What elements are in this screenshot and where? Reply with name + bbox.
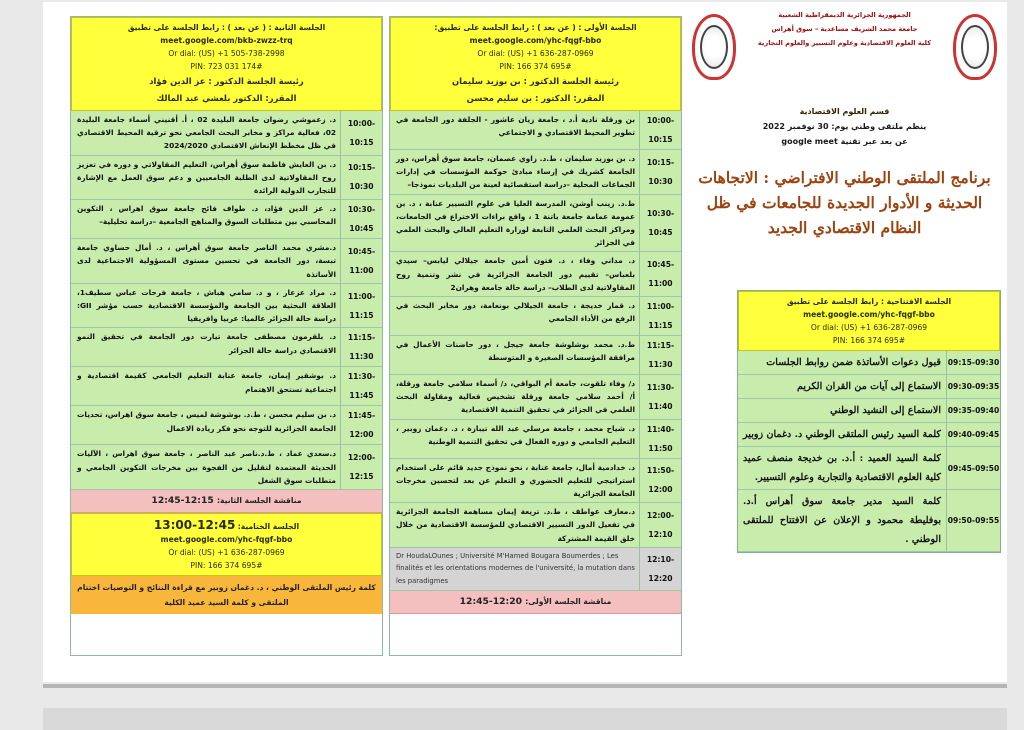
program-row (71, 156, 382, 201)
program-row (71, 239, 382, 284)
closing-session-header (71, 513, 382, 576)
program-row (390, 548, 681, 591)
program-row (390, 195, 681, 253)
closing-session-heading: الجلسة الختامية: (237, 522, 300, 532)
time-end: 12:20 (648, 573, 673, 583)
time-end: 11:00 (648, 279, 673, 289)
program-row-text: كلمة السيد مدير جامعة سوق أهراس أ.د. بوفليطة محمود و الإعلان عن الافتتاح للملتقى الوطني . (743, 496, 941, 545)
time-start: 10:30- (646, 209, 675, 219)
program-row-time (639, 297, 681, 335)
time-start: 11:50- (646, 466, 675, 476)
event-mode: عن بعد عبر تقنية google meet (781, 137, 908, 146)
university-logo-left (692, 14, 736, 80)
time-start: 10:00- (646, 116, 675, 125)
program-row-text: الاستماع إلى النشيد الوطني (830, 405, 941, 416)
time-end: 11:30 (349, 352, 374, 362)
program-row (71, 406, 382, 445)
university-logo-right (953, 14, 997, 80)
closing-session-dial: Or dial: (US) +1 636-287-0969 (168, 548, 285, 558)
program-row (71, 111, 382, 156)
document-page (43, 2, 1007, 682)
time-end: 10:45 (648, 228, 673, 238)
session-two-heading: الجلسة الثانية : ( عن بعد ) : رابط الجلسة على تطبيق (127, 23, 326, 32)
program-row (390, 503, 681, 548)
session-two-pin: PIN: 723 031 174# (190, 62, 263, 71)
program-row (738, 490, 1000, 552)
session-two-discussion-label: مناقشة الجلسة الثانية: (216, 496, 302, 506)
closing-session-text: كلمة رئيس الملتقى الوطني ، د. دغمان زوبير مع قراءة النتائج و التوصيات اختتام الملتقى و كلمة السيد عميد الكلية (71, 576, 382, 614)
program-row-text: د. بوشقير إيمان، جامعة عنابة التعليم الجامعي كقيمة اقتصادية و اجتماعية تستحق الاهتمام (77, 371, 336, 394)
time-end: 10:15 (349, 137, 374, 147)
program-row (71, 367, 382, 406)
session-one-discussion-label: مناقشة الجلسة الأولى: (525, 596, 612, 606)
time-start: 11:00- (646, 302, 675, 312)
program-row-text: د. عز الدين فؤاد، د. طواف فائح جامعة سوق اهراس ، التكوين المحاسبي بين متطلبات السوق والمناهج الجامعية –دراسة تحليلية– (77, 204, 336, 227)
time-start: 10:15- (347, 163, 376, 173)
program-row-text: د. قمار خديجة ، جامعة الجيلالي بونعامة، دور مخابر البحث في الرفع من الأداء الجامعي (396, 301, 635, 324)
letterhead (690, 6, 999, 106)
program-row (390, 459, 681, 504)
time-start: 10:00- (347, 118, 376, 128)
program-row-time: 09:40-09:45 (946, 423, 1000, 446)
program-row-time (639, 111, 681, 149)
time-start: 11:00- (347, 291, 376, 301)
program-row-time (639, 150, 681, 194)
program-row-text: د/ وفاء تلقوت، جامعة أم البواقي، د/ أسماء سلامي جامعة ورقلة، أ/ أحمد سلامي جامعة ورقلة تشخيص فعالية ومقاولة البحث العلمي في الجزائر في تحقيق التنمية الاقتصادية (396, 379, 635, 415)
program-row-time: 09:30-09:35 (946, 375, 1000, 398)
faculty-name: كلية العلوم الاقتصادية وعلوم التسيير والعلوم التجارية (757, 39, 932, 47)
program-row-text: الاستماع إلى آيات من القران الكريم (797, 381, 941, 392)
closing-session-link[interactable]: meet.google.com/yhc-fqgf-bbo (160, 535, 293, 545)
time-end: 12:10 (648, 530, 673, 540)
event-info (690, 104, 999, 149)
program-row-time (340, 156, 382, 200)
session-two-column (70, 16, 383, 656)
program-row (71, 445, 382, 490)
program-row-time (340, 239, 382, 283)
program-row-text: د. بن بوزيد سليمان ، ط.د. زاوي عصمان، جامعة سوق أهراس، دور الجامعة كشريك في إرساء مبادئ حوكمة المؤسسات في إدارات الجماعات المحلية –دراسة استقصائية لعينة من البلديات نموذجا– (396, 154, 635, 190)
time-end: 11:15 (349, 310, 374, 320)
program-row-time (639, 336, 681, 374)
session-one-link[interactable]: meet.google.com/yhc-fqgf-bbo (469, 36, 602, 45)
program-row (390, 336, 681, 375)
program-row (71, 328, 382, 367)
program-row-time (340, 284, 382, 328)
program-row-time (639, 459, 681, 503)
program-row-text: د. خدادمية أمال، جامعة عنابة ، نحو نموذج جديد قائم على استخدام استراتيجي للتعليم الحضوري و التعلم عن بعد لتحسين مخرجات الجامعة الجزائرية (396, 462, 635, 499)
time-start: 10:45- (646, 260, 675, 270)
program-row-time (639, 252, 681, 296)
program-row-time (340, 445, 382, 489)
program-row (738, 447, 1000, 490)
time-end: 11:30 (648, 360, 673, 370)
program-row-text: د.مشري محمد الناصر جامعة سوق أهراس ، د. أمال حساوي جامعة تبسة، دور الجامعة في تحسين مستوى المسؤولية الاجتماعية لدى الأساتذة (77, 243, 336, 279)
program-row (738, 423, 1000, 447)
program-row-time (639, 503, 681, 547)
session-two-header (71, 17, 382, 111)
program-row (71, 284, 382, 329)
program-row (71, 200, 382, 239)
time-start: 12:10- (646, 554, 675, 564)
program-row-text: كلمة السيد رئيس الملتقى الوطني د. دغمان زوبير (743, 429, 941, 440)
closing-session-pin: PIN: 166 374 695# (190, 561, 263, 571)
program-row (738, 375, 1000, 399)
program-row-text: د.سعدي عماد ، ط.د.ناصر عبد الناصر ، جامعة سوق اهراس ، الآليات الحديثة المعتمدة لتقليل من الفجوة بين مخرجات التكوين الجامعي و متطلبات سوق الشغل (77, 449, 336, 485)
time-end: 12:00 (349, 430, 374, 440)
session-one-pin: PIN: 166 374 695# (499, 62, 572, 71)
program-title: برنامج الملتقى الوطني الافتراضي : الاتجاهات الحديثة و الأدوار الجديدة للجامعات في ظل النظام الاقتصادي الجديد (698, 168, 991, 237)
time-start: 12:00- (646, 511, 675, 521)
session-one-list (390, 111, 681, 591)
opening-session-header (738, 291, 1000, 351)
time-end: 10:15 (648, 135, 673, 144)
program-row (390, 150, 681, 195)
program-row-text: ط.د. زينب أوشن، المدرسة العليا في علوم التسيير عنابة ، د. بن عمومة عمامة جامعة باتنة 1 ، واقع براءات الاختراع في الجامعات، ومراكز البحث العلمي التابعة لوزارة التعليم العالي والبحث العلمي في الجزائر (396, 198, 635, 248)
session-one-discussion-time: 12:20-12:45 (459, 595, 522, 607)
program-row-text: د. شياح محمد ، جامعة مرسلي عبد الله تيبازة ، د. دغمان زوبير ، التعليم الجامعي و دوره الفعال في تحقيق التنمية الوطنية (396, 423, 635, 446)
time-start: 12:00- (347, 453, 376, 463)
opening-session-list (738, 351, 1000, 552)
session-one-discussion (390, 591, 681, 614)
program-row-text: كلمة السيد العميد : أ.د. بن خديجة منصف عميد كلية العلوم الاقتصادية والتجارية وعلوم التسيير. (743, 453, 941, 483)
program-row-text: د. بن سليم محسن ، ط.د. بوشوشة لميس ، جامعة سوق اهراس، تحديات الجامعة الجزائرية للتوجه نحو فكر ريادة الاعمال (77, 410, 336, 433)
opening-session-block (737, 290, 1001, 553)
program-row (738, 399, 1000, 423)
time-start: 11:30- (646, 382, 675, 392)
time-start: 11:40- (646, 424, 675, 434)
program-row-text: ط.د. محمد بوشلوشة جامعة جيجل ، دور حاضنات الأعمال في مرافقة المؤسسات الصغيرة و المتوسطة (396, 340, 635, 363)
session-one-header (390, 17, 681, 111)
time-start: 10:15- (646, 157, 675, 167)
time-end: 11:45 (349, 391, 374, 401)
closing-session-time: 12:45-13:00 (153, 518, 236, 533)
session-two-link[interactable]: meet.google.com/bkb-zwzz-trq (160, 36, 293, 45)
program-row-time: 09:50-09:55 (946, 490, 1000, 551)
next-page-preview (43, 708, 1007, 730)
program-row (390, 252, 681, 297)
session-one-heading: الجلسة الأولى : ( عن بعد ) : رابط الجلسة على تطبيق: (434, 23, 637, 32)
program-row-text: قبول دعوات الأساتذة ضمن روابط الجلسات (766, 357, 941, 368)
opening-session-dial: Or dial: (US) +1 636-287-0969 (810, 323, 928, 332)
program-row-text: د. زعموشي رضوان جامعة البليدة 02 ، أ. أقنيني أسماء جامعة البليدة 02، فعالية مراكز و مخابر البحث الجامعي نحو ترقية المحيط الاقتصادي في ظل مخطط الإنعاش الاقتصادي 2024/2020 (77, 115, 337, 151)
program-row-time (639, 195, 681, 252)
republic-name: الجمهورية الجزائرية الديمقراطية الشعبية (778, 11, 911, 19)
session-two-dial: Or dial: (US) +1 505-738-2998 (168, 49, 285, 58)
program-row (738, 351, 1000, 375)
session-one-dial: Or dial: (US) +1 636-287-0969 (477, 49, 594, 58)
program-row-time (639, 548, 681, 590)
program-row (390, 297, 681, 336)
program-row (390, 111, 681, 150)
session-one-column (389, 16, 682, 656)
time-end: 12:00 (648, 485, 673, 495)
program-row-time (639, 375, 681, 419)
time-start: 11:30- (347, 372, 376, 382)
session-one-rapporteur: المقرر: الدكتور : بن سليم محسن (466, 93, 605, 103)
program-row-time: 09:35-09:40 (946, 399, 1000, 422)
program-row-text: د. مداني وفاء ، د. فتون أمين جامعة جيلالي ليابس– سيدي بلعباس– تقييم دور الجامعة الجزائرية في نشر وتنمية روح المقاولاتية لدى الطلاب– دراسة حالة جامعة وهران2 (396, 256, 635, 292)
program-row-text: د. مراد عزعار ، و د. سامي هباش ، جامعة فرحات عباس سطيف1، العلاقة البحثية بين الجامعة والمؤسسة الاقتصادية حسب مؤشر GII: دراسة حالة الجزائر عالميا: عربيا وافريقيا (77, 287, 336, 324)
program-row-time: 09:45-09:50 (946, 447, 1000, 489)
program-row-time (639, 420, 681, 458)
time-end: 10:30 (349, 182, 374, 192)
program-row-text: د. بن العايش فاطمة سوق أهراس، التعليم المقاولاتي و دوره في تعزيز روح المقاولاتية لدى الطلبة الجامعيين و دعم سوق العمل مع الإشارة للتجارب الدولية الرائدة (77, 159, 336, 196)
program-row (390, 375, 681, 420)
time-end: 11:50 (648, 443, 673, 453)
program-row-time: 09:15-09:30 (946, 351, 1000, 374)
program-row-time (340, 406, 382, 444)
time-end: 11:00 (349, 266, 374, 276)
time-end: 10:45 (349, 224, 374, 234)
time-start: 11:15- (347, 333, 376, 343)
program-row-text: د. بلقرمون مصطفى جامعة تيارت دور الجامعة في تحقيق النمو الاقتصادي دراسة حالة الجزائر (77, 332, 336, 355)
program-row-text: د.معارف عواطف ، ط.د. تريعة إيمان مساهمة الجامعة الجزائرية في تفعيل الدور التسيير الاقتصادي للمؤسسة الاقتصادية من خلال خلق القيمة المشتركة (396, 507, 635, 543)
program-row-text: Dr HoudaLOunes ; Université M'Hamed Bougara Boumerdes ; Les finalités et les orientations modernes de l'université, la mutation dans les paradigmes (396, 551, 635, 586)
event-date: ينظم ملتقى وطني يوم: 30 نوفمبر 2022 (762, 122, 927, 131)
opening-column (690, 6, 999, 666)
program-row-text: بن ورقلة نادية أ.د ، جامعة زيان عاشور - الجلفة دور الجامعة في تطوير المحيط الاقتصادي و الاجتماعي (396, 115, 635, 138)
session-one-chair: رئيسة الجلسة الدكتور : بن بوزيد سليمان (452, 76, 619, 86)
opening-session-pin: PIN: 166 374 695# (832, 336, 906, 345)
opening-session-heading: الجلسة الافتتاحية : رابط الجلسة على تطبيق (786, 297, 952, 306)
program-row-time (340, 367, 382, 405)
time-end: 11:40 (648, 401, 673, 411)
time-end: 10:30 (648, 176, 673, 186)
university-name: جامعة محمد الشريف مساعدية – سوق أهراس (771, 25, 918, 33)
session-two-chair: رئيسة الجلسة الدكتور : عز الدين فؤاد (149, 76, 304, 86)
program-row (390, 420, 681, 459)
session-two-discussion-time: 12:15-12:45 (151, 495, 214, 507)
session-two-rapporteur: المقرر: الدكتور بلعشي عبد المالك (156, 93, 297, 103)
opening-session-link[interactable]: meet.google.com/yhc-fqgf-bbo (803, 310, 935, 319)
program-row-time (340, 200, 382, 238)
session-two-list (71, 111, 382, 490)
time-end: 12:15 (349, 472, 374, 482)
session-two-discussion (71, 490, 382, 513)
program-row-time (340, 328, 382, 366)
time-start: 11:15- (646, 341, 675, 351)
time-start: 11:45- (347, 411, 376, 421)
department-name: قسم العلوم الاقتصادية (799, 107, 890, 116)
program-row-time (340, 111, 382, 155)
page-bottom-divider (43, 684, 1007, 688)
time-end: 11:15 (648, 321, 673, 331)
time-start: 10:30- (347, 205, 376, 215)
time-start: 10:45- (347, 247, 376, 257)
